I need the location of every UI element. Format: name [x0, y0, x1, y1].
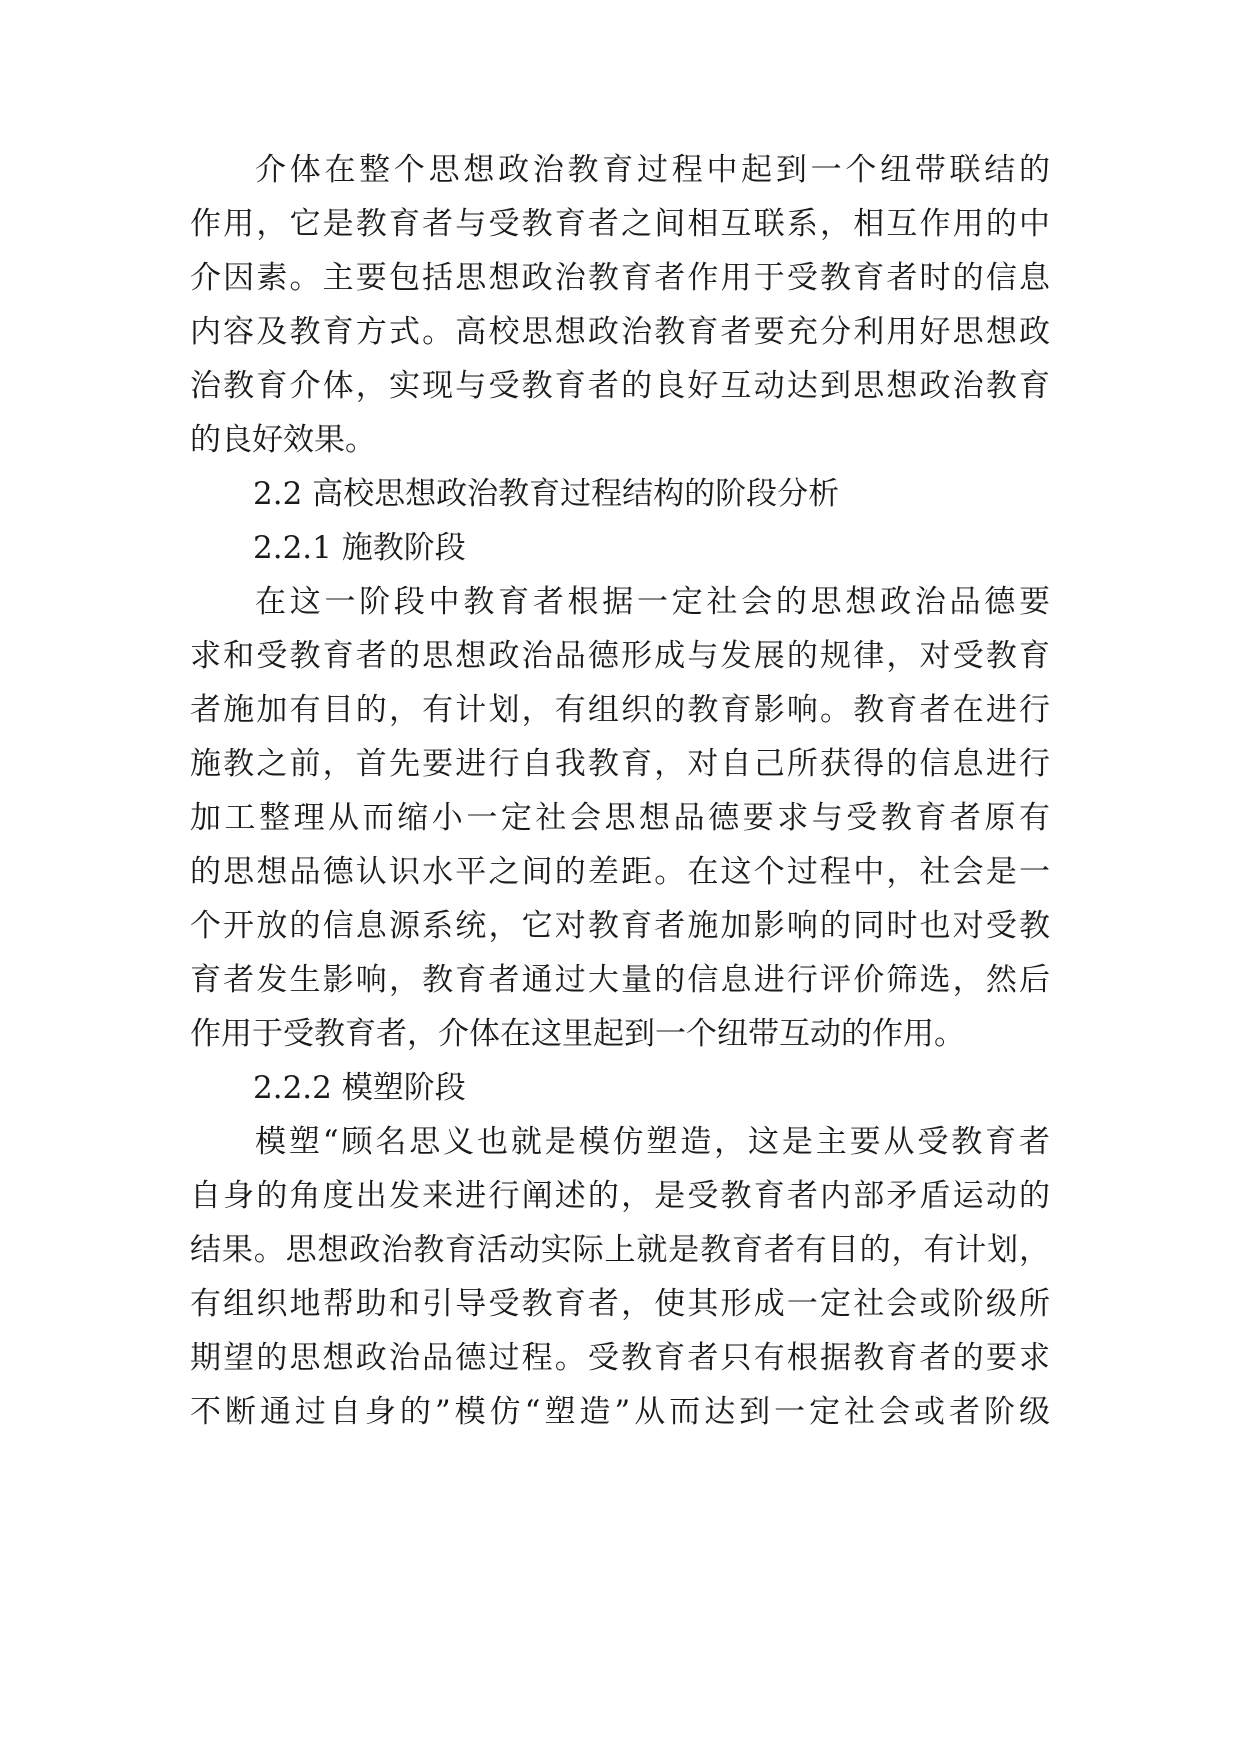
paragraph-line: 内容及教育方式。高校思想政治教育者要充分利用好思想政	[190, 314, 1050, 350]
paragraph-line: 者施加有目的，有计划，有组织的教育影响。教育者在进行	[190, 692, 1050, 728]
paragraph-line: 施教之前，首先要进行自我教育，对自己所获得的信息进行	[190, 746, 1050, 782]
section-heading: 2.2 高校思想政治教育过程结构的阶段分析	[253, 476, 840, 512]
paragraph-line: 在这一阶段中教育者根据一定社会的思想政治品德要	[255, 584, 1050, 620]
paragraph-line: 模塑“顾名思义也就是模仿塑造，这是主要从受教育者	[255, 1124, 1050, 1160]
paragraph-line: 作用于受教育者，介体在这里起到一个纽带互动的作用。	[190, 1016, 965, 1052]
paragraph-line: 介体在整个思想政治教育过程中起到一个纽带联结的	[255, 152, 1050, 188]
paragraph-line: 的良好效果。	[190, 422, 376, 458]
paragraph-line: 治教育介体，实现与受教育者的良好互动达到思想政治教育	[190, 368, 1050, 404]
paragraph-line: 期望的思想政治品德过程。受教育者只有根据教育者的要求	[190, 1340, 1050, 1376]
paragraph-line: 结果。思想政治教育活动实际上就是教育者有目的，有计划，	[190, 1232, 1050, 1268]
paragraph-line: 不断通过自身的”模仿“塑造”从而达到一定社会或者阶级	[190, 1394, 1050, 1430]
paragraph-line: 有组织地帮助和引导受教育者，使其形成一定社会或阶级所	[190, 1286, 1050, 1322]
paragraph-line: 个开放的信息源系统，它对教育者施加影响的同时也对受教	[190, 908, 1050, 944]
paragraph-line: 的思想品德认识水平之间的差距。在这个过程中，社会是一	[190, 854, 1050, 890]
paragraph-line: 自身的角度出发来进行阐述的，是受教育者内部矛盾运动的	[190, 1178, 1050, 1214]
subsection-heading: 2.2.2 模塑阶段	[253, 1070, 466, 1106]
paragraph-line: 育者发生影响，教育者通过大量的信息进行评价筛选，然后	[190, 962, 1050, 998]
paragraph-line: 介因素。主要包括思想政治教育者作用于受教育者时的信息	[190, 260, 1050, 296]
paragraph-line: 求和受教育者的思想政治品德形成与发展的规律，对受教育	[190, 638, 1050, 674]
paragraph-line: 加工整理从而缩小一定社会思想品德要求与受教育者原有	[190, 800, 1050, 836]
paragraph-line: 作用，它是教育者与受教育者之间相互联系，相互作用的中	[190, 206, 1050, 242]
subsection-heading: 2.2.1 施教阶段	[253, 530, 466, 566]
